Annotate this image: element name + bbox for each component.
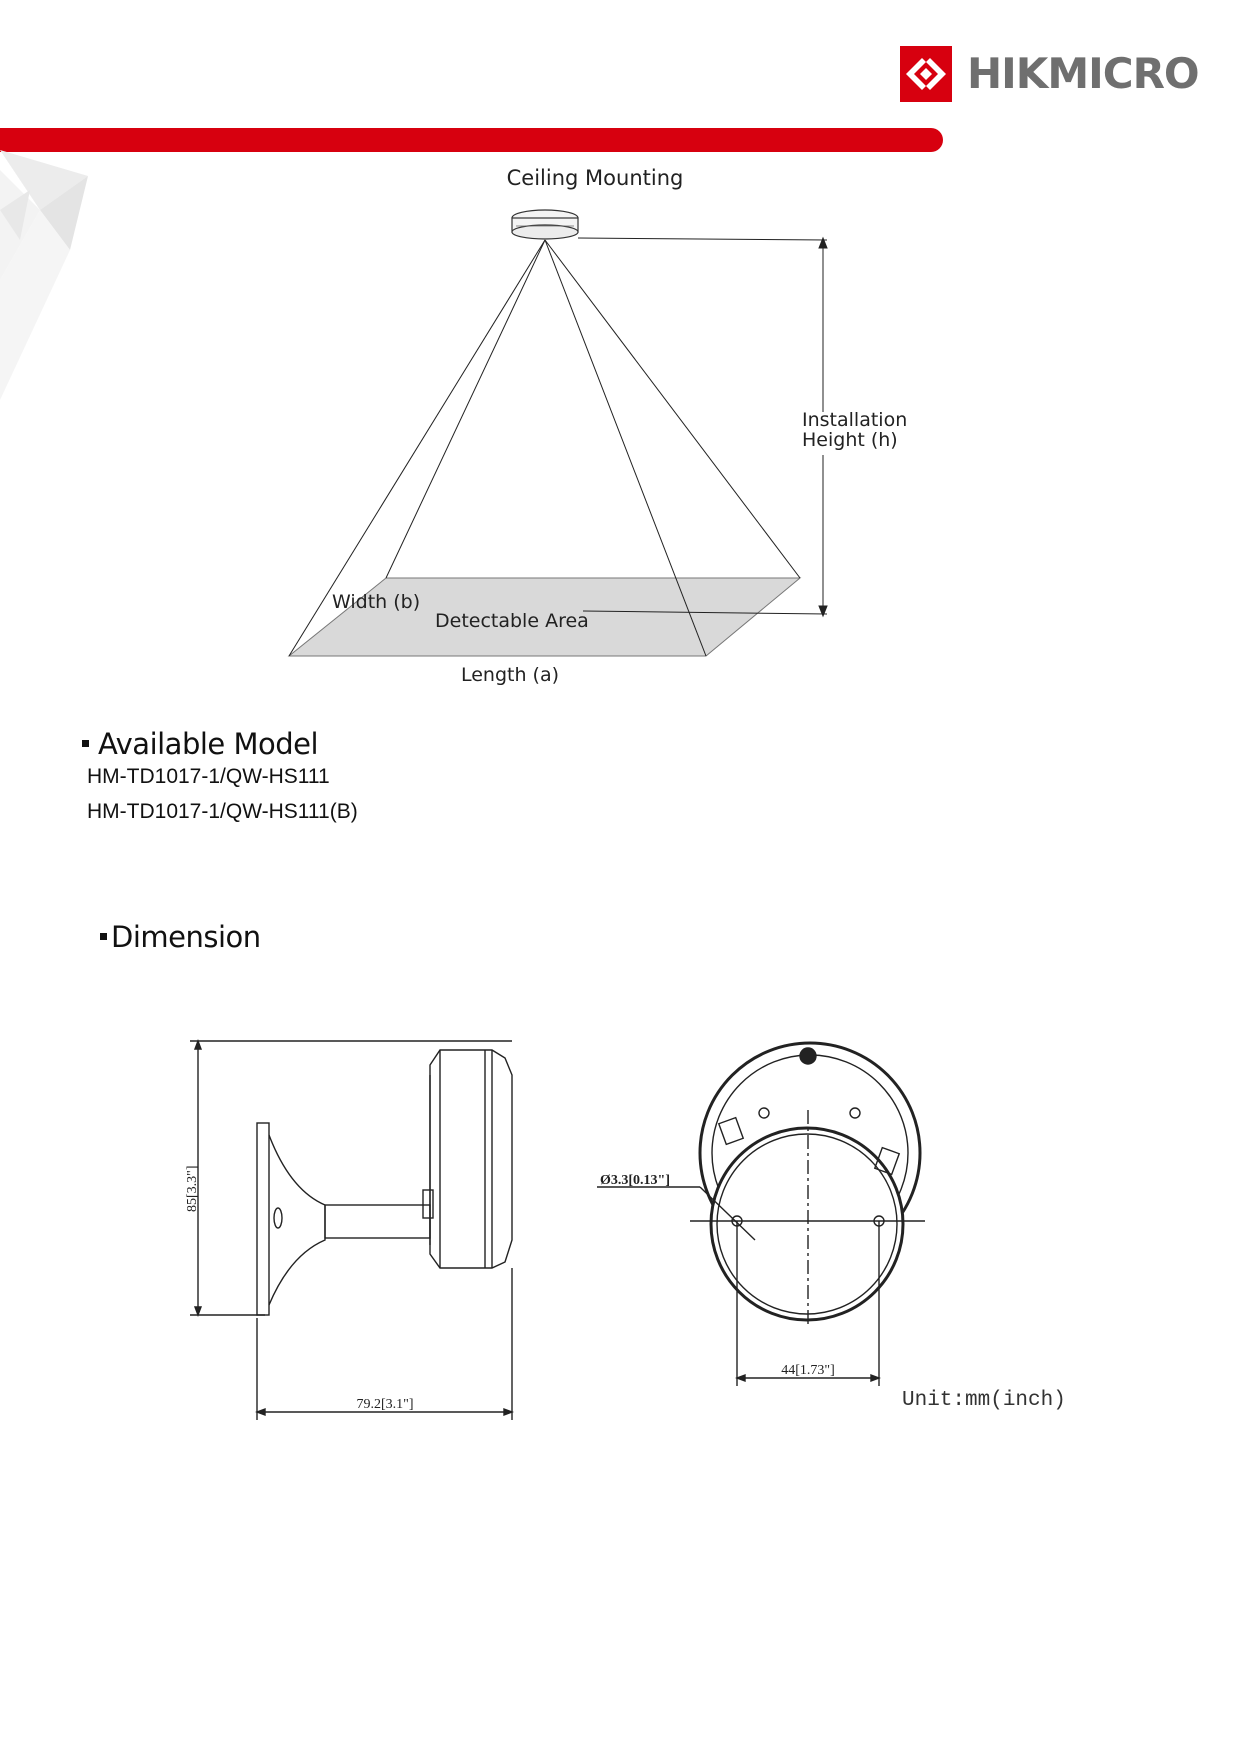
- dimension-heading: [100, 920, 261, 954]
- hikmicro-logo-icon: [900, 46, 952, 102]
- model-item: HM-TD1017-1/QW-HS111(B): [87, 800, 358, 823]
- available-model-heading: [82, 727, 318, 761]
- width-label: Width (b): [332, 591, 421, 613]
- bullet-icon: [82, 740, 89, 747]
- height-dimension-label: 85[3.3"]: [185, 1165, 200, 1212]
- depth-dimension-label: 79.2[3.1"]: [356, 1397, 414, 1412]
- hole-diameter-label: Ø3.3[0.13"]: [600, 1173, 670, 1188]
- diagram-title: Ceiling Mounting: [506, 166, 684, 190]
- header-accent-bar: [0, 128, 943, 152]
- installation-height-dimension: [578, 238, 827, 616]
- length-label: Length (a): [460, 664, 560, 686]
- bullet-icon: [100, 933, 107, 940]
- ceiling-mounting-diagram: [0, 150, 1241, 700]
- hikmicro-logo: [900, 44, 1199, 104]
- side-view-drawing: [190, 1041, 512, 1420]
- brand-name: HIKMICRO: [967, 49, 1199, 98]
- available-model-title: Available Model: [98, 727, 319, 761]
- hole-spacing-label: 44[1.73"]: [781, 1363, 835, 1378]
- front-view-drawing: [597, 1043, 925, 1386]
- model-item: HM-TD1017-1/QW-HS111: [87, 765, 330, 788]
- dimension-title: Dimension: [111, 920, 261, 954]
- installation-height-label-line2: Height (h): [802, 429, 898, 451]
- dimension-drawing: [0, 1000, 1241, 1450]
- unit-label: Unit:mm(inch): [902, 1389, 1066, 1412]
- sensor-device-icon: [512, 210, 578, 239]
- detectable-area-label: Detectable Area: [435, 610, 589, 632]
- installation-height-label-line1: Installation: [802, 409, 908, 431]
